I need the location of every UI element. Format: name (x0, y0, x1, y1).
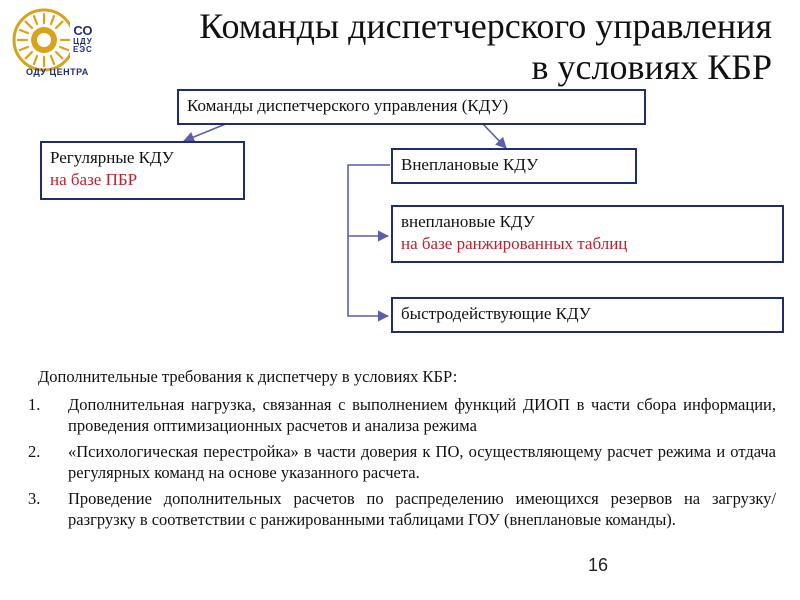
unplanned-kdu-box (391, 148, 637, 184)
list-item-number: 2. (28, 441, 41, 461)
list-item-text: Дополнительная нагрузка, связанная с выполнением функций ДИОП в части сбора информации, проведения оптимизационных расчетов и анализа режима (68, 394, 776, 435)
logo-abbr-line1: СО (73, 23, 93, 38)
ranked-kdu-box (391, 205, 784, 263)
list-item (28, 441, 776, 484)
unplanned-kdu-label: Внеплановые КДУ (401, 155, 539, 174)
bracket-to-fast (348, 165, 390, 316)
list-item-text: Проведение дополнительных расчетов по распределению имеющихся резервов на загрузку/разгрузку в соответствии с ранжированными таблицами ГОУ (внеплановые команды). (68, 488, 776, 529)
list-item (28, 488, 776, 531)
logo-caption: ОДУ ЦЕНТРА (26, 67, 89, 77)
list-item-number: 3. (28, 488, 41, 508)
logo-abbr-line3: ЕЭС (73, 45, 93, 55)
logo-abbr-line2: ЦДУ (73, 36, 93, 46)
slide-title-line1: Команды диспетчерского управления (199, 6, 772, 46)
regular-kdu-label: Регулярные КДУ (50, 148, 174, 167)
fast-kdu-label: быстродействующие КДУ (401, 304, 591, 323)
ranked-kdu-basis: на базе ранжированных таблиц (401, 234, 628, 253)
requirements-list (28, 394, 776, 531)
requirements-intro: Дополнительные требования к диспетчеру в условиях КБР: (38, 367, 458, 386)
ranked-kdu-label: внеплановые КДУ (401, 212, 535, 231)
root-label: Команды диспетчерского управления (КДУ) (187, 96, 509, 115)
fast-kdu-box (391, 297, 784, 333)
root-box (177, 89, 646, 125)
list-item-text: «Психологическая перестройка» в части доверия к ПО, осуществляющему расчет режима и отдача регулярных команд на основе указанного расчета. (68, 441, 776, 482)
page-number: 16 (587, 555, 608, 575)
list-item (28, 394, 776, 437)
arrow-root-to-regular (184, 123, 228, 141)
regular-kdu-basis: на базе ПБР (50, 170, 138, 189)
list-item-number: 1. (28, 394, 41, 414)
slide-title-line2: в условиях КБР (531, 47, 772, 87)
requirements-section (28, 366, 776, 535)
regular-kdu-box (40, 141, 245, 200)
arrow-root-to-unplanned (482, 123, 506, 148)
